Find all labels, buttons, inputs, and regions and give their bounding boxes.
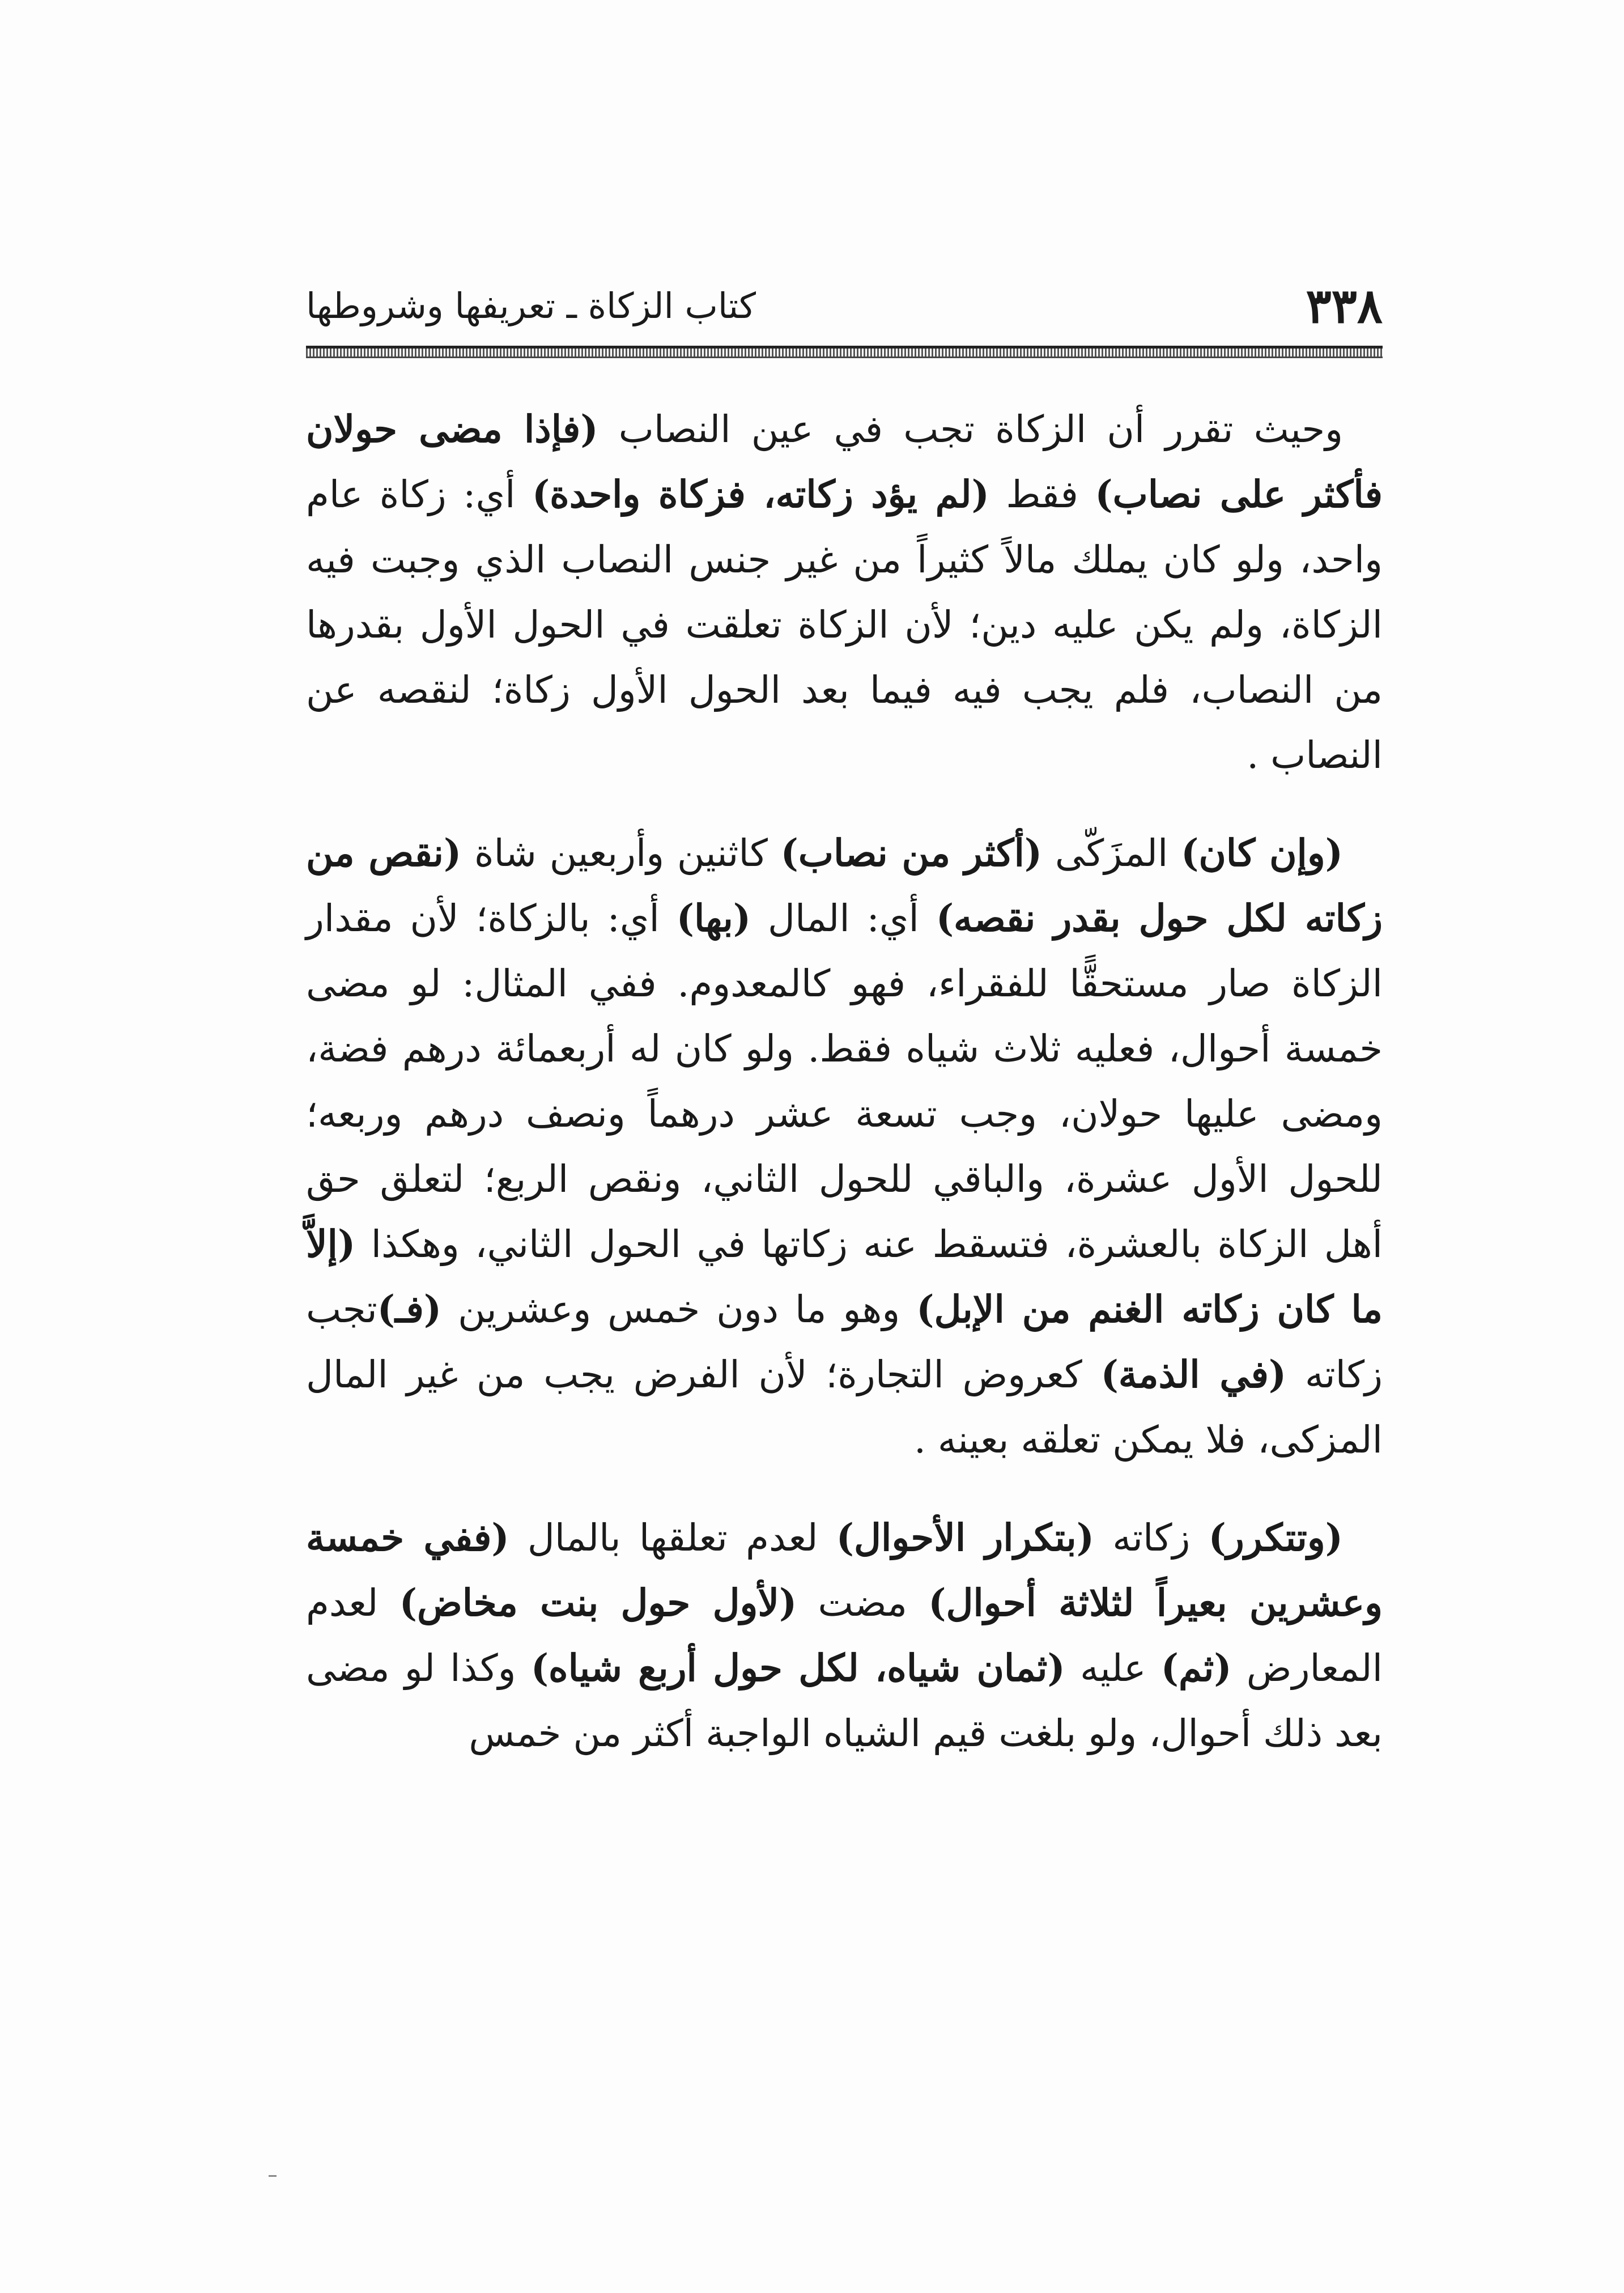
- commentary-text: عليه: [1065, 1646, 1161, 1690]
- page-number: ٣٣٨: [1306, 278, 1383, 334]
- commentary-text: زكاته: [1094, 1516, 1209, 1560]
- bold-matn-text: (بها): [676, 896, 751, 940]
- commentary-text: وحيث تقرر أن الزكاة تجب في عين النصاب: [598, 407, 1344, 451]
- bold-matn-text: (وتتكرر): [1208, 1515, 1343, 1560]
- commentary-text: المزَكّى: [1042, 831, 1181, 875]
- bold-matn-text: (وإن كان): [1181, 831, 1343, 875]
- commentary-text: لعدم المعارض: [306, 1581, 1383, 1690]
- bold-matn-text: (بتكرار الأحوال): [836, 1515, 1095, 1560]
- commentary-text: كعروض التجارة؛ لأن الفرض يجب من غير المال المزكى، فلا يمكن تعلقه بعينه .: [306, 1353, 1383, 1462]
- paragraph: [306, 821, 1383, 1472]
- commentary-text: كاثنين وأربعين شاة: [461, 831, 781, 875]
- header-divider: [306, 346, 1383, 358]
- running-header: [306, 272, 1383, 340]
- commentary-text: أي: المال: [751, 897, 936, 940]
- bold-matn-text: (فإذا مضى حولان فأكثر على نصاب): [306, 407, 1383, 516]
- commentary-text: فقط: [989, 473, 1095, 516]
- chapter-title: كتاب الزكاة ـ تعريفها وشروطها: [306, 285, 756, 326]
- bold-matn-text: (ثمان شياه، لكل حول أربع شياه): [530, 1646, 1065, 1690]
- paragraph: [306, 1505, 1383, 1766]
- commentary-text: تجب زكاته: [306, 1288, 1383, 1396]
- scan-speck: [269, 2175, 277, 2177]
- commentary-text: وكذا لو مضى بعد ذلك أحوال، ولو بلغت قيم الشياه الواجبة أكثر من خمس: [306, 1646, 1383, 1755]
- commentary-text: أي: بالزكاة؛ لأن مقدار الزكاة صار مستحقًّا للفقراء، فهو كالمعدوم. ففي المثال: لو مضى خمسة أحوال، فعليه ثلاث شياه فقط. ولو كان له أربعمائة درهم فضة، ومضى عليها حولان، وجب تسعة عشر درهماً ونصف درهم وربعه؛ للحول الأول عشرة، والباقي للحول الثاني، ونقص الربع؛ لتعلق حق أهل الزكاة بالعشرة، فتسقط عنه زكاتها في الحول الثاني، وهكذا: [306, 897, 1383, 1266]
- bold-matn-text: (فـ): [377, 1287, 442, 1331]
- bold-matn-text: (ثم): [1160, 1646, 1232, 1690]
- commentary-text: أي: زكاة عام واحد، ولو كان يملك مالاً كثيراً من غير جنس النصاب الذي وجبت فيه الزكاة، ولم يكن عليه دين؛ لأن الزكاة تعلقت في الحول الأول بقدرها من النصاب، فلم يجب فيه فيما بعد الحول الأول زكاة؛ لنقصه عن النصاب .: [306, 473, 1383, 777]
- bold-matn-text: (ففي خمسة وعشرين بعيراً لثلاثة أحوال): [306, 1515, 1383, 1625]
- bold-matn-text: (إلاَّ ما كان زكاته الغنم من الإبل): [306, 1222, 1383, 1331]
- commentary-text: وهو ما دون خمس وعشرين: [441, 1288, 917, 1331]
- commentary-text: مضت: [797, 1581, 929, 1625]
- bold-matn-text: (في الذمة): [1100, 1352, 1287, 1396]
- bold-matn-text: (لم يؤد زكاته، فزكاة واحدة): [532, 472, 989, 516]
- commentary-text: لعدم تعلقها بالمال: [509, 1516, 836, 1560]
- main-text: [306, 397, 1383, 1766]
- bold-matn-text: (أكثر من نصاب): [780, 831, 1043, 875]
- bold-matn-text: (لأول حول بنت مخاض): [399, 1581, 797, 1625]
- bold-matn-text: (نقص من زكاته لكل حول بقدر نقصه): [306, 831, 1383, 940]
- paragraph: [306, 397, 1383, 788]
